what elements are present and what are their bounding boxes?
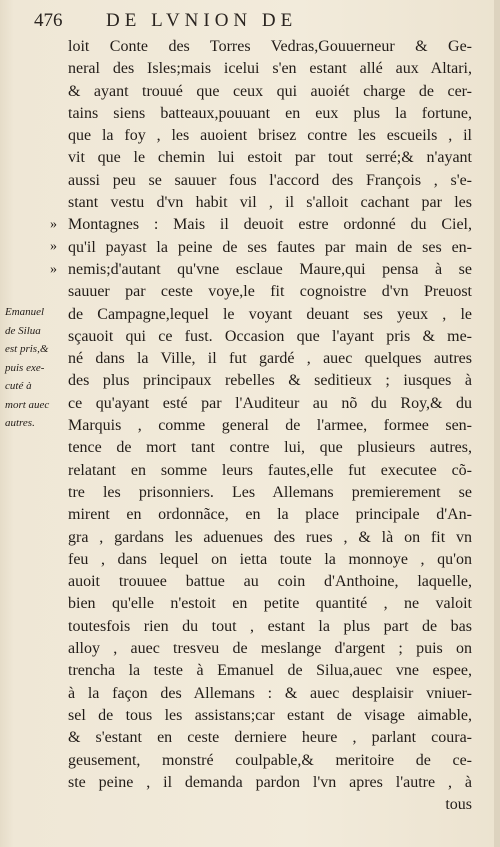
page-number: 476 [34,10,63,31]
margin-note [5,303,67,433]
margin-note-line: cuté à [5,380,32,392]
page-edge [494,0,500,847]
text-line: loit Conte des Torres Vedras,Gouuerneur & Ge- [68,38,472,55]
text-line: nemis;d'autant qu'vne esclaue Maure,qui pensa à se [68,260,472,278]
margin-note-line: autres. [5,417,35,429]
quote-mark: » [50,239,57,255]
text-line: stant vestu d'vn habit vil , il s'alloit cachant par les [68,194,472,212]
margin-note-line: puis exe- [5,361,45,374]
margin-note-line: est pris,& [5,343,49,355]
margin-note-line: mort auec [5,398,50,411]
text-line: toutesfois rien du tout , estant la plus part de bas [68,617,472,635]
quote-mark: » [50,261,57,277]
text-line: auoit trouuee battue au coin d'Anthoine, laquelle, [68,573,472,591]
text-line: mirent en ordonnãce, en la place principale d'An- [68,506,472,524]
body-text [68,36,472,816]
quote-mark: » [50,217,57,232]
text-line: & s'estant en ceste derniere heure , parlant coura- [68,729,472,747]
text-line: gra , gardans les aduenues des rues , & là on fit vn [68,528,472,546]
text-line: ce qu'ayant esté par l'Auditeur au nõ du Roy,& du [68,394,472,412]
text-line: vit que le chemin lui estoit par tout serré;& n'ayant [68,149,472,167]
margin-note-line: de Silua [5,324,41,337]
text-line: sauuer par ceste voye,le fit cognoistre d'vn Preuost [68,283,472,301]
quotation-marks [50,214,64,281]
text-line: neral des Isles;mais icelui s'en estant allé aux Altari, [68,60,472,78]
text-line: sel de tous les assistans;car estant de visage aimable, [68,706,472,724]
text-line: de Campagne,lequel le voyant deuant ses yeux , le [68,305,472,323]
margin-note-line: Emanuel [5,306,45,318]
text-line: des plus principaux rebelles & seditieux ; iusques à [68,372,472,390]
text-line: & ayant trouué que ceux qui auoiét charge de cer- [68,82,472,100]
running-head: DE LVNION DE [106,10,298,31]
text-line: tence de mort tant contre lui, que plusieurs autres, [68,439,472,457]
text-line: qu'il payast la peine de ses fautes par main de ses en- [68,238,472,256]
text-line: tains siens batteaux,pouuant en eux plus la fortune, [68,104,472,122]
text-line: bien qu'elle n'estoit en petite quantité , ne valoit [68,595,472,613]
text-line: Montagnes : Mais il deuoit estre ordonné du Ciel, [68,216,472,234]
text-line: ste peine , il demanda pardon l'vn apres l'autre , à [68,773,472,791]
text-line: relatant en somme leurs fautes,elle fut executee cõ- [68,461,472,479]
text-line: Marquis , comme general de l'armee, formee sen- [68,417,472,435]
text-line: né dans la Ville, il fut gardé , auec quelques autres [68,350,472,368]
text-line: que la foy , les auoient brisez contre les escueils , il [68,127,472,145]
text-line: tre les prisonniers. Les Allemans premierement se [68,483,472,501]
text-line: feu , dans lequel on ietta toute la monnoye , qu'on [68,550,472,568]
text-line: sçauoit qui ce fust. Occasion que l'ayant pris & me- [68,327,472,345]
text-line: geusement, monstré coulpable,& meritoire de ce- [68,751,472,769]
text-line: aussi peu se sauuer fous l'accord des François , s'e- [68,171,472,189]
text-line: à la façon des Allemans : & auec desplaisir vniuer- [68,684,472,702]
text-line: alloy , auec tresveu de meslange d'argent ; puis on [68,640,472,658]
text-line: trencha la teste à Emanuel de Silua,auec vne espee, [68,662,472,680]
catchword: tous [445,796,472,814]
page-header [34,10,474,34]
